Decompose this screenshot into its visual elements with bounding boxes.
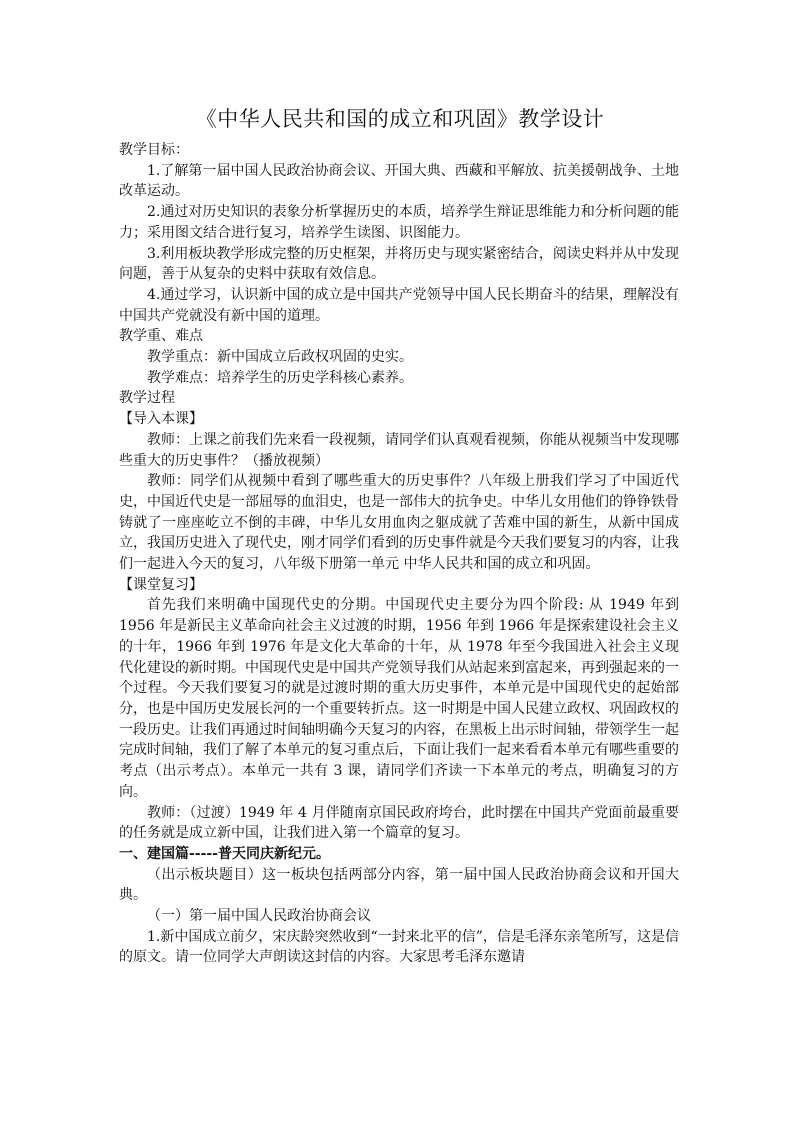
paragraph-review: 首先我们来明确中国现代史的分期。中国现代史主要分为四个阶段: 从 1949 年到 1956 年是新民主义革命向社会主义过渡的时期，1956 年到 1966 年是探索建设社会主义的十年，1966 年到 1976 年是文化大革命的十年，从 1978 年至今我国进入社会主义现代化建设的新时期。中国现代史是中国共产党领导我们从站起来到富起来，再到强起来的一个过程。今天我们要复习的就是过渡时期的重大历史事件，本单元是中国现代史的起始部分，也是中国历史发展长河的一个重要转折点。这一时期是中国人民建立政权、巩固政权的一段历史。让我们再通过时间轴明确今天复习的内容，在黑板上出示时间轴，带领学生一起完成时间轴，我们了解了本单元的复习重点后，下面让我们一起来看看本单元有哪些重要的考点（出示考点）。本单元一共有 3 课，请同学们齐读一下本单元的考点，明确复习的方向。 (119, 597, 679, 800)
document-body (119, 140, 679, 968)
paragraph-transition: 教师：（过渡）1949 年 4 月伴随南京国民政府垮台，此时摆在中国共产党面前最重要的任务就是成立新中国，让我们进入第一个篇章的复习。 (119, 804, 679, 842)
subheading-review: 【课堂复习】 (119, 576, 203, 593)
section-heading-objectives: 教学目标： (119, 142, 189, 158)
paragraph-teacher-2: 教师：同学们从视频中看到了哪些重大的历史事件？八年级上册我们学习了中国近代史，中国近代史是一部屈辱的血泪史，也是一部伟大的抗争史。中华儿女用他们的铮铮铁骨铸就了一座座屹立不倒的丰碑，中华儿女用血肉之躯成就了苦难中国的新生，从新中国成立，我国历史进入了现代史，刚才同学们看到的历史事件就是今天我们要复习的内容，让我们一起进入今天的复习，八年级下册第一单元 中华人民共和国的成立和巩固。 (119, 473, 679, 573)
subheading-introduction: 【导入本课】 (119, 411, 203, 428)
section-heading-founding: 一、建国篇-----普天同庆新纪元。 (119, 845, 331, 862)
paragraph-teacher-1: 教师：上课之前我们先来看一段视频，请同学们认真观看视频，你能从视频当中发现哪些重大的历史事件？（播放视频） (119, 431, 679, 469)
section-heading-key-points: 教学重、难点 (119, 328, 203, 345)
section-heading-process: 教学过程 (119, 390, 175, 407)
objective-2: 2.通过对历史知识的表象分析掌握历史的本质，培养学生辩证思维能力和分析问题的能力；采用图文结合进行复习，培养学生读图、识图能力。 (119, 204, 679, 241)
paragraph-letter: 1.新中国成立前夕，宋庆龄突然收到“一封来北平的信”，信是毛泽东亲笔所写，这是信的原文。请一位同学大声朗读这封信的内容。大家思考毛泽东邀请 (119, 928, 679, 966)
key-point: 教学重点：新中国成立后政权巩固的史实。 (147, 349, 413, 366)
objective-3: 3.利用板块教学形成完整的历史框架，并将历史与现实紧密结合，阅读史料并从中发现问题，善于从复杂的史料中获取有效信息。 (119, 245, 679, 283)
objective-4: 4.通过学习，认识新中国的成立是中国共产党领导中国人民长期奋斗的结果，理解没有中国共产党就没有新中国的道理。 (119, 286, 679, 324)
objective-1: 1.了解第一届中国人民政治协商会议、开国大典、西藏和平解放、抗美援朝战争、土地改革运动。 (119, 162, 679, 200)
difficult-point: 教学难点：培养学生的历史学科核心素养。 (147, 369, 413, 386)
subheading-cppcc: （一）第一届中国人民政治协商会议 (147, 908, 371, 925)
document-title: 《中华人民共和国的成立和巩固》教学设计 (195, 107, 605, 131)
paragraph-board-topic: （出示板块题目）这一板块包括两部分内容，第一届中国人民政治协商会议和开国大典。 (119, 866, 679, 904)
